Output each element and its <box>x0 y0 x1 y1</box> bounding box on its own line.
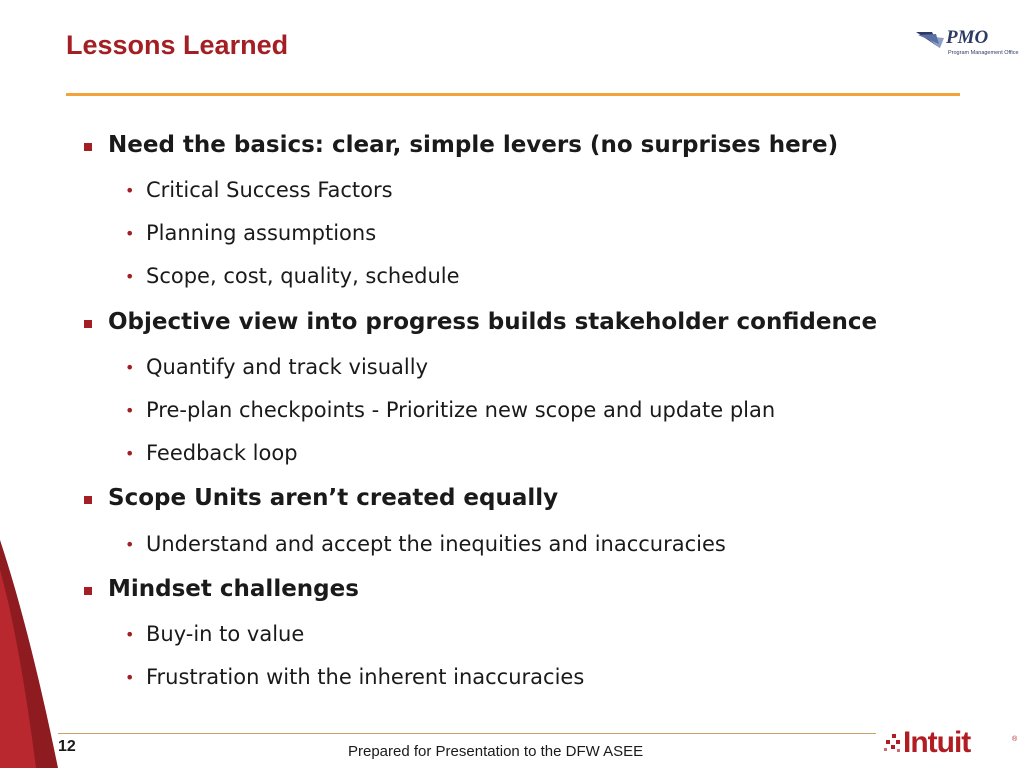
bullet-level2: Feedback loop <box>146 441 298 465</box>
intuit-logo-icon <box>882 732 904 756</box>
square-bullet-icon <box>84 320 92 328</box>
bullet-level1: Need the basics: clear, simple levers (no surprises here) <box>108 132 839 158</box>
decorative-swoosh <box>0 540 60 768</box>
footer-caption: Prepared for Presentation to the DFW ASEE <box>348 743 644 760</box>
bullet-level1: Scope Units aren’t created equally <box>108 485 559 511</box>
page-number: 12 <box>58 738 76 755</box>
square-bullet-icon <box>84 587 92 595</box>
bullet-level2: Pre-plan checkpoints - Prioritize new scope and update plan <box>146 398 776 422</box>
registered-mark: ® <box>1012 736 1018 743</box>
bullet-level2: Understand and accept the inequities and inaccuracies <box>146 532 726 556</box>
bullet-level2: Critical Success Factors <box>146 178 393 202</box>
bullet-level2: Frustration with the inherent inaccuracies <box>146 665 585 689</box>
dot-bullet-icon: • <box>125 401 135 420</box>
dot-bullet-icon: • <box>125 267 135 286</box>
dot-bullet-icon: • <box>125 668 135 687</box>
square-bullet-icon <box>84 143 92 151</box>
footer-divider <box>58 733 876 734</box>
bullet-level1: Objective view into progress builds stakeholder confidence <box>108 309 878 335</box>
dot-bullet-icon: • <box>125 358 135 377</box>
bullet-level2: Planning assumptions <box>146 221 377 245</box>
bullet-level1: Mindset challenges <box>108 576 359 602</box>
pmo-logo-subtext: Program Management Office <box>948 50 1019 56</box>
bullet-level2: Buy-in to value <box>146 622 305 646</box>
square-bullet-icon <box>84 496 92 504</box>
pmo-logo-text: PMO <box>946 27 989 48</box>
dot-bullet-icon: • <box>125 224 135 243</box>
dot-bullet-icon: • <box>125 444 135 463</box>
bullet-level2: Quantify and track visually <box>146 355 428 379</box>
title-divider <box>66 93 960 96</box>
dot-bullet-icon: • <box>125 625 135 644</box>
dot-bullet-icon: • <box>125 181 135 200</box>
bullet-level2: Scope, cost, quality, schedule <box>146 264 460 288</box>
intuit-wordmark: Intuit <box>903 726 971 759</box>
dot-bullet-icon: • <box>125 535 135 554</box>
slide-title: Lessons Learned <box>66 30 289 60</box>
